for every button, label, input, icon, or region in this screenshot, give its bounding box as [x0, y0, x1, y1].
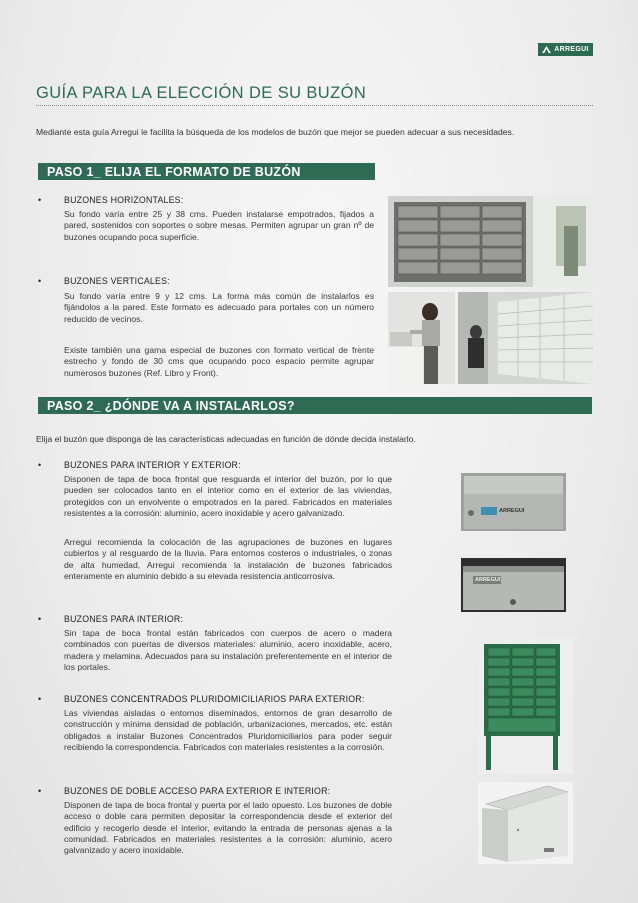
photo-horizontal-mailboxes	[388, 196, 593, 287]
item-text-verticales: Su fondo varía entre 9 y 12 cms. La forma más común de instalarlos es fijándolos a la pared. Este formato es adecuado para portales con un número reducido de vecinos.	[64, 291, 374, 324]
item-title-concentrados: BUZONES CONCENTRADOS PLURIDOMICILIARIOS PARA EXTERIOR:	[64, 694, 365, 704]
item-text-interior-exterior-extra: Arregui recomienda la colocación de las agrupaciones de buzones en lugares cubiertos y al resguardo de la lluvia. Para entornos costeros o industriales, o zonas de alta humedad, Arregui recomienda la instalación de buzones fabricados enteramente en aluminio debido a su elevada resistencia anticorrosiva.	[64, 537, 392, 581]
photo-vertical-mailboxes	[458, 292, 593, 384]
item-title-doble-acceso: BUZONES DE DOBLE ACCESO PARA EXTERIOR E INTERIOR:	[64, 786, 331, 796]
logo-text: ARREGUI	[554, 46, 589, 53]
item-text-interior: Sin tapa de boca frontal están fabricados con cuerpos de acero o madera combinados con puertas de diversos materiales: aluminio, acero inoxidable, acero, madera y melamina. Adecuados para su instalación preferentemente en el interior de los portales.	[64, 628, 392, 672]
photo-person-at-mailbox	[388, 292, 455, 384]
page-title: GUÍA PARA LA ELECCIÓN DE SU BUZÓN	[36, 84, 367, 102]
logo-mark-icon	[542, 46, 551, 53]
intro-text: Mediante esta guía Arregui le facilita la búsqueda de los modelos de buzón que mejor se pueden adecuar a sus necesidades.	[36, 127, 515, 137]
title-divider	[36, 105, 593, 106]
photo-green-concentrated-mailbox	[478, 638, 573, 774]
item-title-interior: BUZONES PARA INTERIOR:	[64, 614, 184, 624]
item-text-doble-acceso: Disponen de tapa de boca frontal y puerta por el lado opuesto. Los buzones de doble acceso o doble cara permiten depositar la correspondencia desde el exterior del edificio y recogerlo desde el interior, evitando la entrada de personas ajenas a la comunidad. Fabricados en materiales resistentes a la corrosión: aluminio, acero galvanizado y acero inoxidable.	[64, 800, 392, 856]
step2-heading: PASO 2_ ¿DÓNDE VA A INSTALARLOS?	[38, 397, 592, 414]
item-text-verticales-extra: Existe también una gama especial de buzones con formato vertical de frente estrecho y fondo de 30 cms que ocupando poco espacio permite agrupar numerosos buzones (Ref. Libro y Front).	[64, 345, 374, 378]
item-text-concentrados: Las viviendas aisladas o entornos diseminados, entornos de gran desarrollo de construcción y mínima densidad de población, urbanizaciones, mercados, etc. están obligados a instalar Buzones Concentrados Pluridomiciliarios para poder seguir recibiendo la correspondencia. Fabricados con materiales resistentes a la corrosión.	[64, 708, 392, 752]
step1-heading: PASO 1_ ELIJA EL FORMATO DE BUZÓN	[38, 163, 375, 180]
item-text-interior-exterior: Disponen de tapa de boca frontal que resguarda el interior del buzón, por lo que pueden ser colocados tanto en el interior como en el exterior de las viviendas, protegidos con un envolvente o empotrados en la pared. Fabricados en materiales resistentes a la corrosión: aluminio, acero inoxidable y acero galvanizado.	[64, 474, 392, 518]
item-text-horizontales: Su fondo varía entre 25 y 38 cms. Pueden instalarse empotrados, fijados a pared, sostenidos con soportes o sobre mesas. Permiten agrupar un gran nº de buzones ocupando poca superficie.	[64, 209, 374, 242]
photo-mailbox-with-flap	[461, 473, 566, 531]
plate-text-2: ARREGUI	[475, 577, 501, 583]
item-title-verticales: BUZONES VERTICALES:	[64, 276, 170, 286]
photo-double-access-mailbox	[478, 782, 573, 864]
step2-intro: Elija el buzón que disponga de las características adecuadas en función de dónde decida instalarlo.	[36, 434, 416, 444]
photo-mailbox-interior	[461, 558, 566, 612]
item-title-horizontales: BUZONES HORIZONTALES:	[64, 195, 184, 205]
item-title-interior-exterior: BUZONES PARA INTERIOR Y EXTERIOR:	[64, 460, 241, 470]
arregui-logo	[538, 43, 593, 56]
plate-text-1: ARREGUI	[499, 508, 525, 514]
